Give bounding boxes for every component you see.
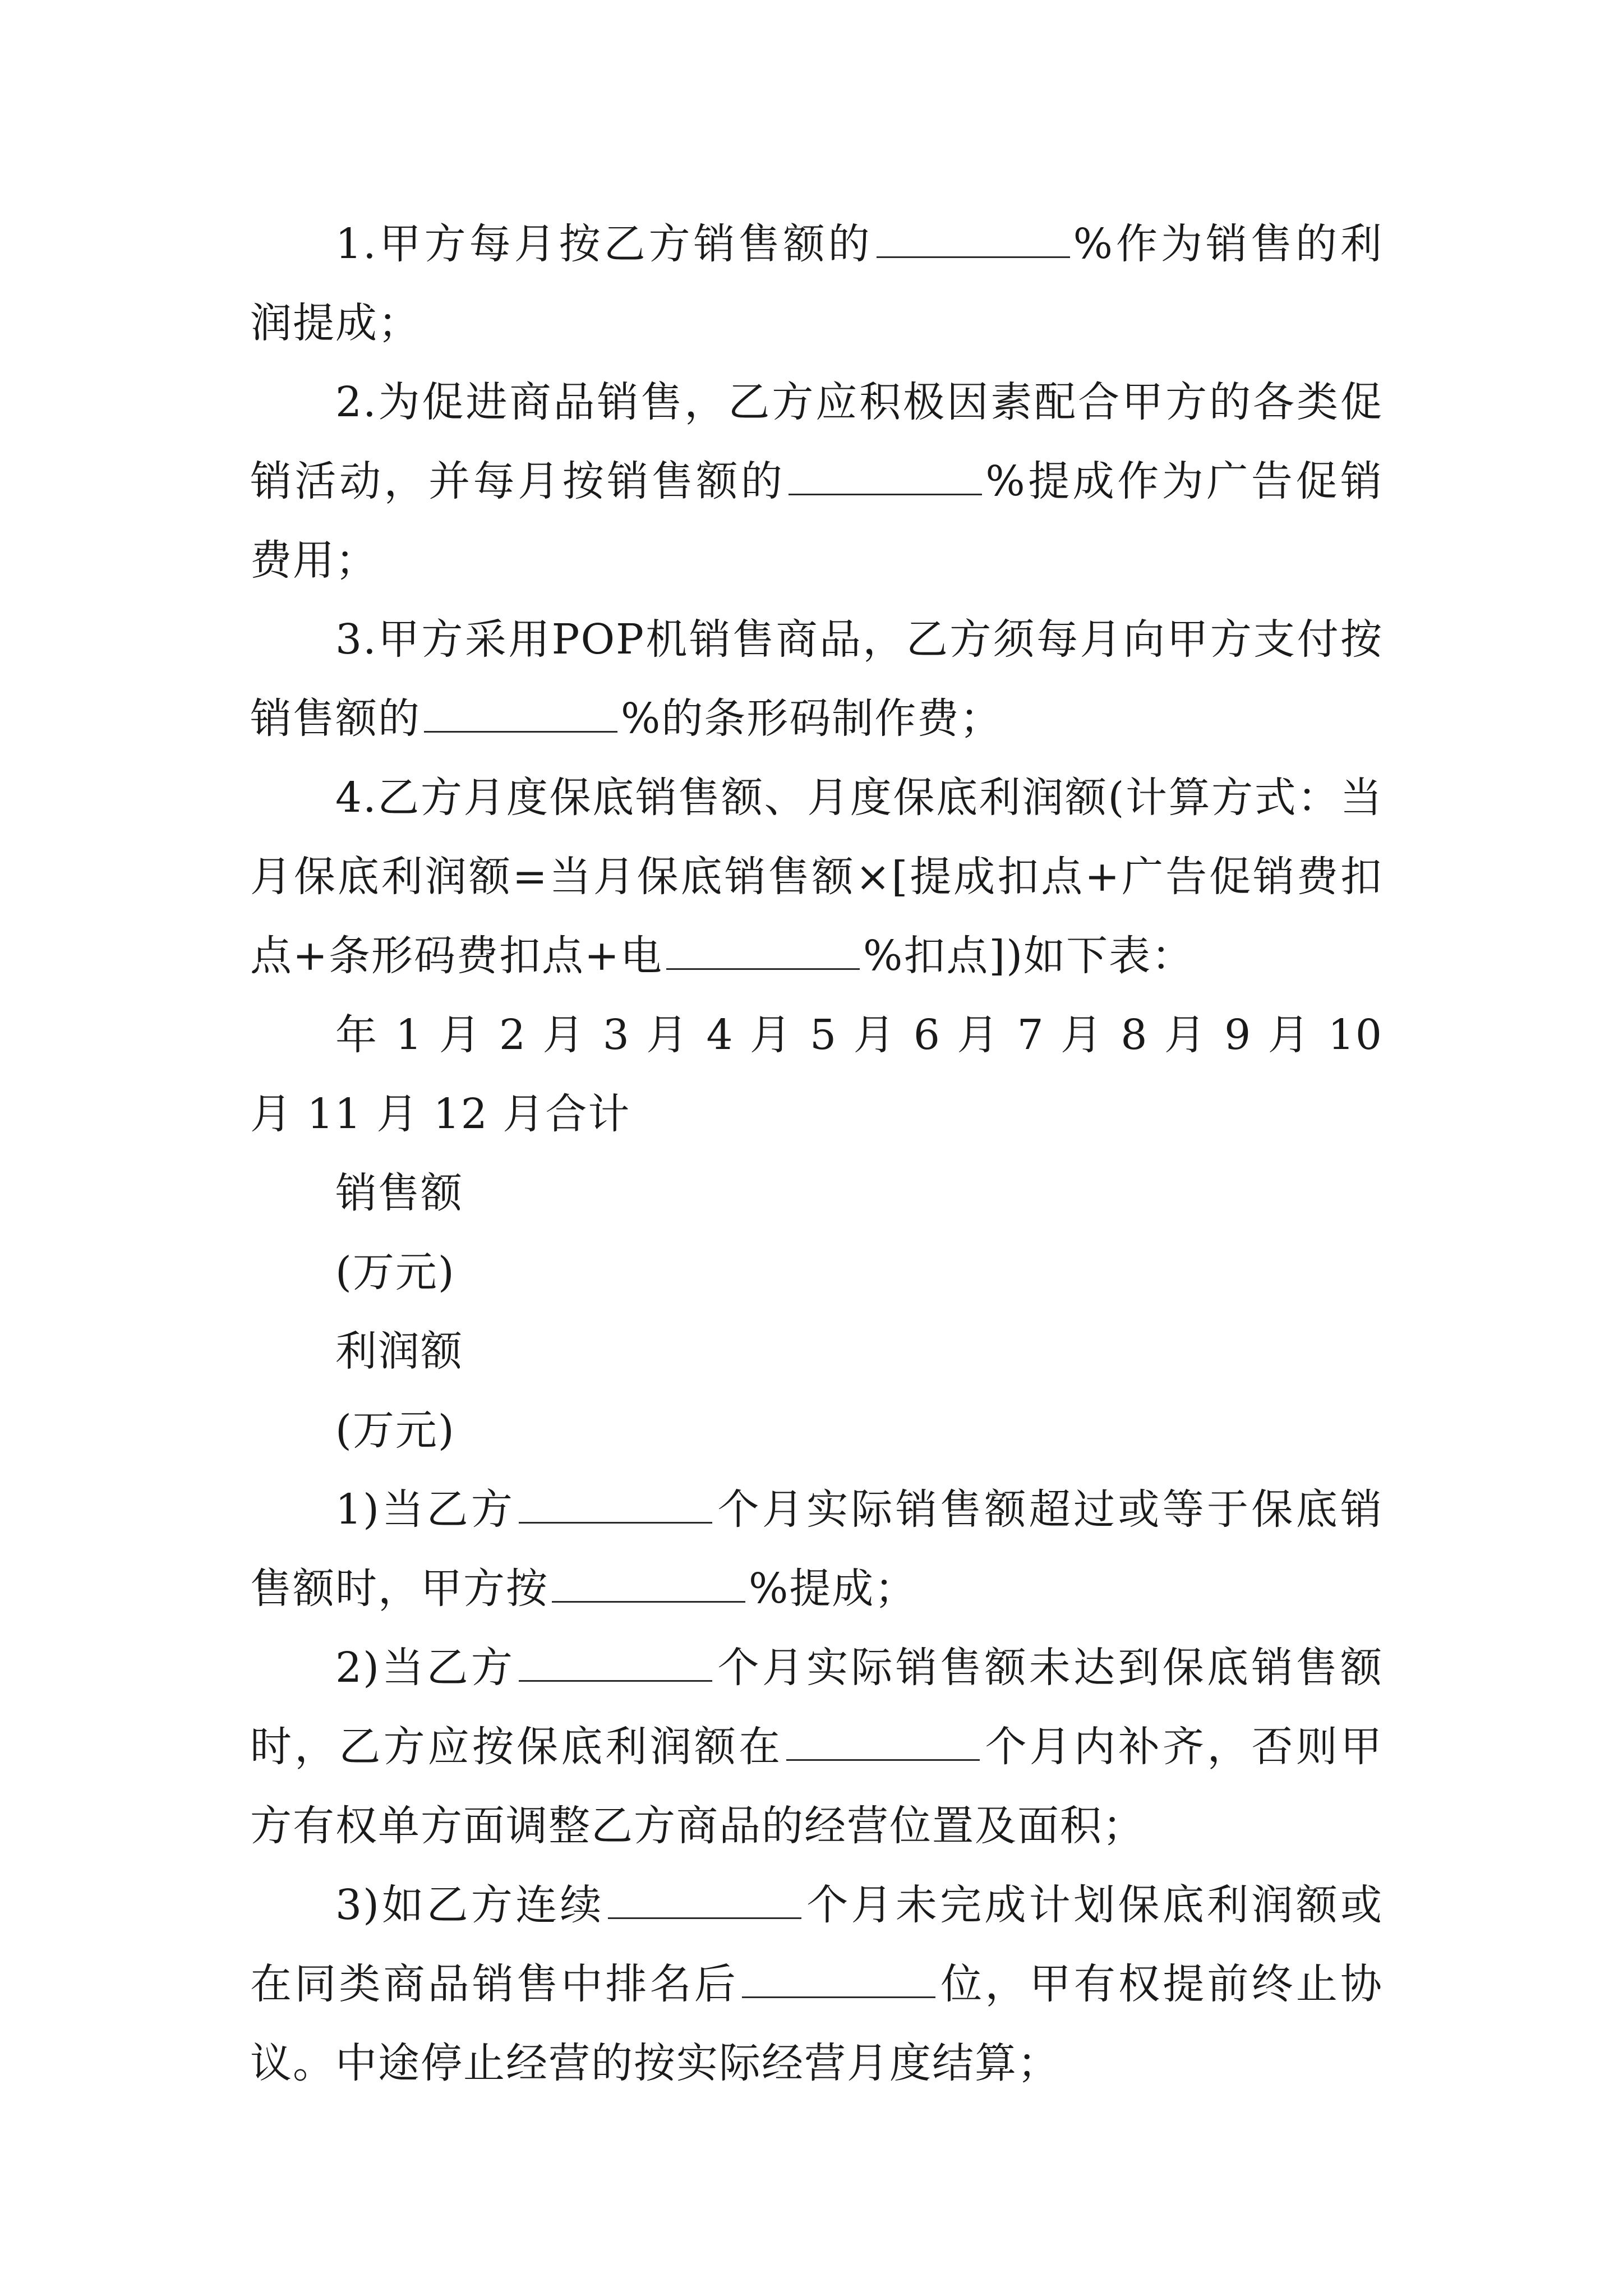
table-row-unit: (万元) [335,1248,455,1296]
table-row-unit: (万元) [335,1406,455,1455]
table-row-label-sales: 销售额 [335,1169,463,1217]
clause-text: 1.甲方每月按乙方销售额的 [335,220,873,268]
table-row-label-profit: 利润额 [335,1327,463,1375]
blank-field [666,968,860,970]
clause-text: 3.甲方采用POP机销售商品，乙方须每月向甲方支付按销售额的 [250,615,1383,743]
clause-text: 位，甲有权提前终止协议。中途停止经营的按实际经营月度结算； [250,1960,1384,2087]
clause-text: 4.乙方月度保底销售额、月度保底利润额(计算方式：当月保底利润额=当月保底销售额×[提成扣点+广告促销费扣点+条形码费扣点+电 [250,774,1383,980]
clause-text: %提成； [749,1565,917,1613]
subclause-1 [250,1470,1383,1628]
clause-text: %扣点])如下表： [863,932,1195,980]
clause-text: 3)如乙方连续 [335,1881,605,1929]
clause-text: %的条形码制作费； [621,694,1003,743]
subclause-3 [250,1866,1383,2103]
table-header-months: 年 1 月 2 月 3 月 4 月 5 月 6 月 7 月 8 月 9 月 10 月 11 月 12 月合计 [250,1011,1383,1138]
clause-text: 1)当乙方 [335,1485,516,1534]
clause-2-promotion-fee [250,363,1383,600]
blank-field [608,1917,801,1919]
blank-field [519,1521,712,1524]
clause-text: %作为销售的利润提成； [250,220,1383,347]
document-page [250,205,1383,2103]
blank-field [786,1759,980,1761]
clause-text: 2)当乙方 [335,1644,516,1692]
subclause-2 [250,1628,1383,1866]
blank-field [877,256,1070,258]
blank-field [519,1680,712,1682]
blank-field [742,1996,935,1998]
clause-4-minimum-sales [250,758,1383,996]
clause-3-barcode-fee [250,600,1383,758]
blank-field [424,730,617,733]
clause-1-profit-commission [250,205,1383,363]
clause-text: 个月实际销售额未达到保底销售额时，乙方应按保底利润额在 [250,1644,1384,1771]
clause-text: 2.为促进商品销售，乙方应积极因素配合甲方的各类促销活动，并每月按销售额的 [250,378,1383,505]
blank-field [552,1600,745,1603]
clause-text: 个月未完成计划保底利润额或在同类商品销售中排名后 [250,1881,1384,2008]
clause-text: %提成作为广告促销费用； [250,457,1383,585]
clause-text: 个月实际销售额超过或等于保底销售额时，甲方按 [250,1485,1384,1613]
clause-text: 个月内补齐，否则甲方有权单方面调整乙方商品的经营位置及面积； [250,1723,1384,1850]
blank-field [789,493,982,495]
